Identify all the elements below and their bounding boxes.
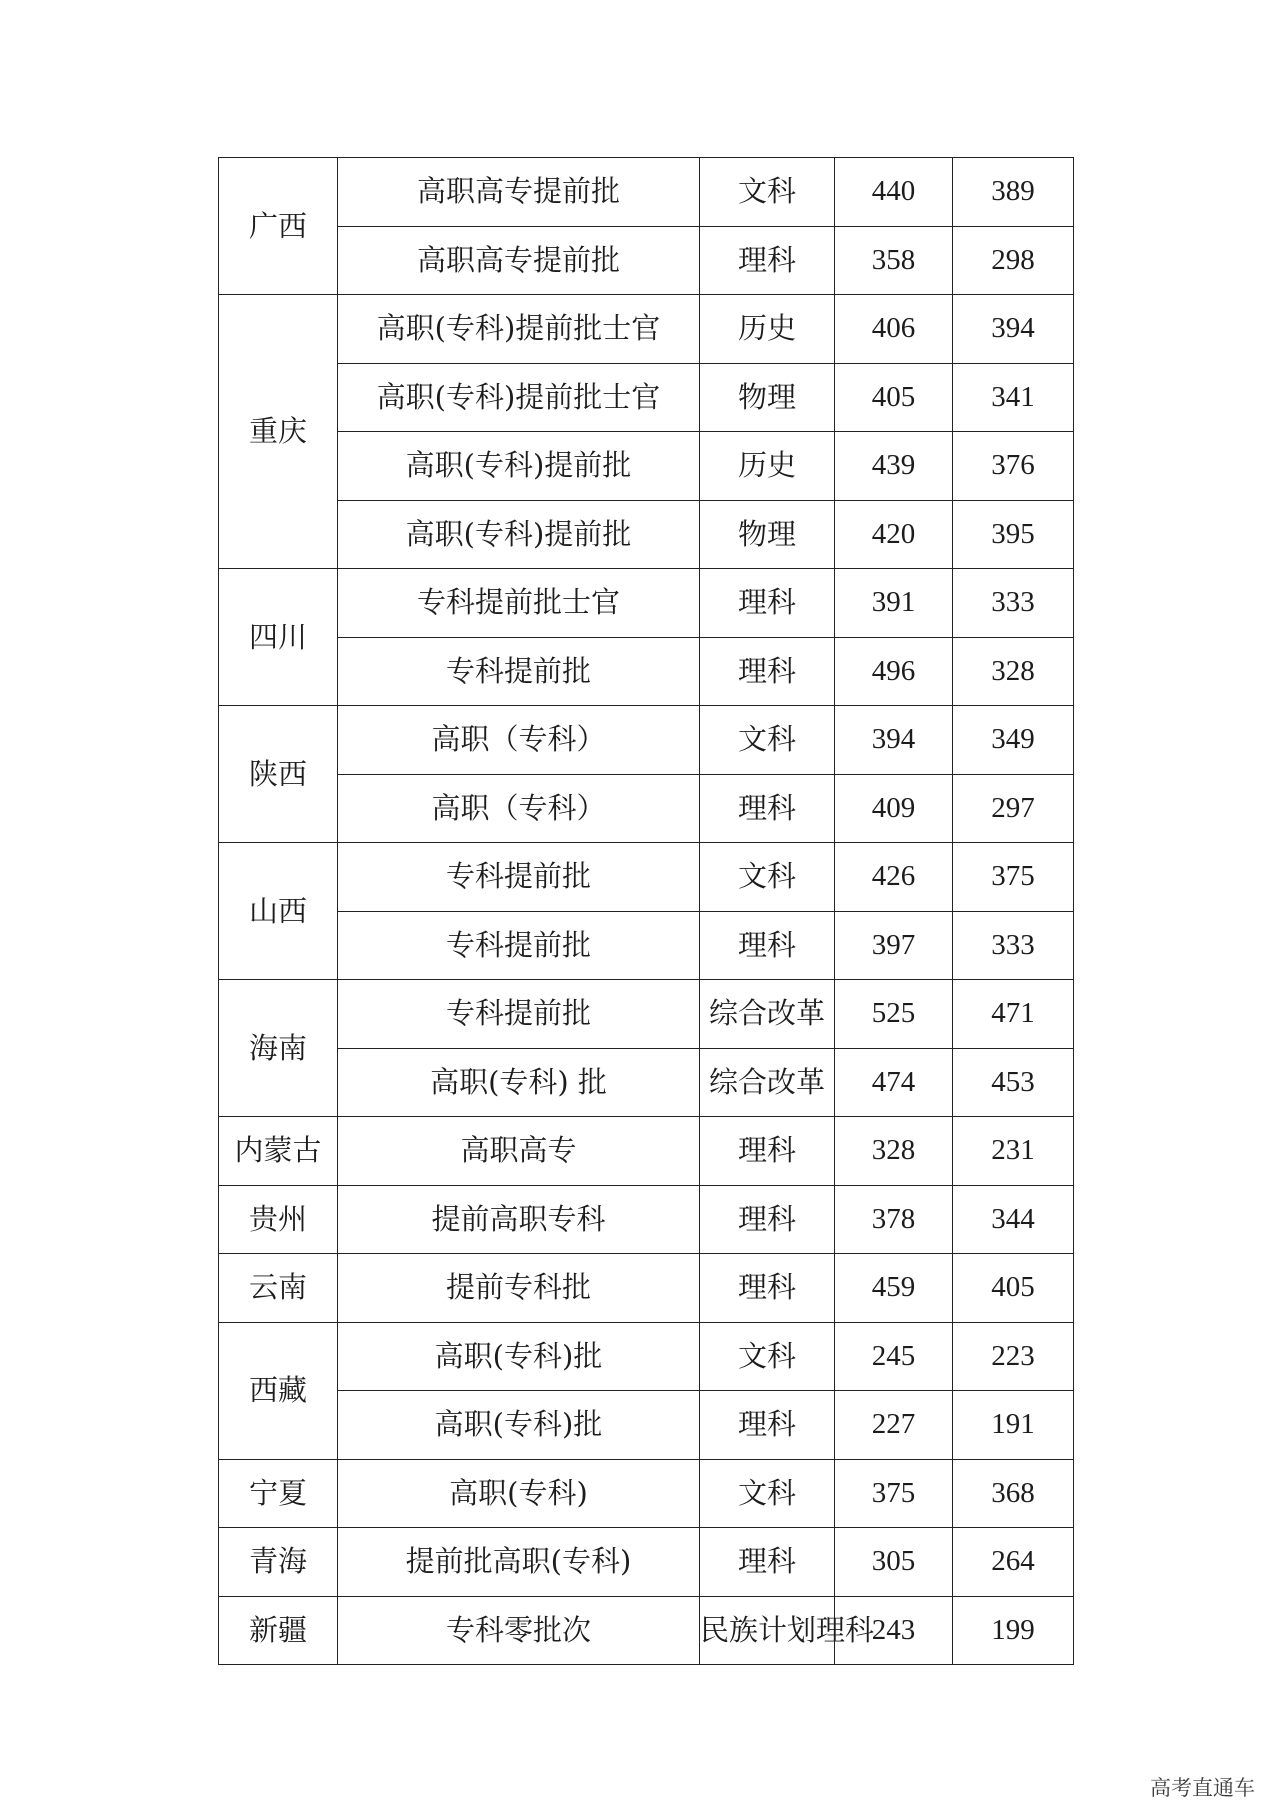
score-cell-second: 349 <box>953 706 1074 775</box>
table-row <box>219 1596 1074 1665</box>
score-cell-first: 409 <box>835 774 953 843</box>
table-row <box>219 1528 1074 1597</box>
score-cell-second: 453 <box>953 1048 1074 1117</box>
batch-cell: 高职(专科)提前批士官 <box>338 363 700 432</box>
batch-cell: 提前高职专科 <box>338 1185 700 1254</box>
score-cell-first: 391 <box>835 569 953 638</box>
table-row <box>219 774 1074 843</box>
region-cell: 贵州 <box>219 1185 338 1254</box>
region-cell: 重庆 <box>219 295 338 569</box>
score-cell-first: 245 <box>835 1322 953 1391</box>
region-cell: 青海 <box>219 1528 338 1597</box>
subject-cell: 文科 <box>700 1459 835 1528</box>
subject-cell: 理科 <box>700 1117 835 1186</box>
batch-cell: 高职(专科)提前批 <box>338 432 700 501</box>
table-row <box>219 432 1074 501</box>
batch-cell: 专科提前批 <box>338 911 700 980</box>
score-cell-first: 420 <box>835 500 953 569</box>
score-cell-second: 344 <box>953 1185 1074 1254</box>
subject-cell: 文科 <box>700 158 835 227</box>
subject-cell: 理科 <box>700 1185 835 1254</box>
subject-cell: 理科 <box>700 569 835 638</box>
score-cell-first: 525 <box>835 980 953 1049</box>
subject-cell: 理科 <box>700 226 835 295</box>
score-cell-second: 341 <box>953 363 1074 432</box>
batch-cell: 提前批高职(专科) <box>338 1528 700 1597</box>
score-cell-first: 397 <box>835 911 953 980</box>
table-row <box>219 1117 1074 1186</box>
table-row <box>219 1185 1074 1254</box>
batch-cell: 专科提前批 <box>338 637 700 706</box>
batch-cell: 专科提前批 <box>338 843 700 912</box>
score-cell-second: 394 <box>953 295 1074 364</box>
score-cell-second: 199 <box>953 1596 1074 1665</box>
score-cell-second: 333 <box>953 911 1074 980</box>
score-cell-first: 440 <box>835 158 953 227</box>
document-page <box>218 157 1074 1665</box>
score-cell-first: 496 <box>835 637 953 706</box>
batch-cell: 提前专科批 <box>338 1254 700 1323</box>
score-cell-second: 328 <box>953 637 1074 706</box>
score-table <box>218 157 1074 1665</box>
subject-cell: 物理 <box>700 500 835 569</box>
subject-cell: 文科 <box>700 843 835 912</box>
region-cell: 山西 <box>219 843 338 980</box>
batch-cell: 高职(专科)提前批士官 <box>338 295 700 364</box>
subject-cell: 综合改革 <box>700 980 835 1049</box>
region-cell: 海南 <box>219 980 338 1117</box>
subject-cell: 历史 <box>700 295 835 364</box>
region-cell: 陕西 <box>219 706 338 843</box>
region-cell: 四川 <box>219 569 338 706</box>
table-row <box>219 295 1074 364</box>
score-cell-second: 298 <box>953 226 1074 295</box>
score-cell-second: 375 <box>953 843 1074 912</box>
subject-cell: 理科 <box>700 1254 835 1323</box>
score-cell-second: 223 <box>953 1322 1074 1391</box>
batch-cell: 高职(专科)提前批 <box>338 500 700 569</box>
subject-cell: 历史 <box>700 432 835 501</box>
batch-cell: 高职高专 <box>338 1117 700 1186</box>
region-cell: 内蒙古 <box>219 1117 338 1186</box>
score-cell-first: 375 <box>835 1459 953 1528</box>
subject-cell: 物理 <box>700 363 835 432</box>
score-cell-first: 358 <box>835 226 953 295</box>
score-cell-second: 191 <box>953 1391 1074 1460</box>
region-cell: 宁夏 <box>219 1459 338 1528</box>
subject-cell: 理科 <box>700 1528 835 1597</box>
score-cell-second: 395 <box>953 500 1074 569</box>
score-cell-second: 471 <box>953 980 1074 1049</box>
score-cell-first: 459 <box>835 1254 953 1323</box>
region-cell: 西藏 <box>219 1322 338 1459</box>
table-row <box>219 843 1074 912</box>
score-cell-first: 405 <box>835 363 953 432</box>
score-cell-first: 227 <box>835 1391 953 1460</box>
score-cell-first: 378 <box>835 1185 953 1254</box>
score-cell-first: 474 <box>835 1048 953 1117</box>
subject-cell: 文科 <box>700 706 835 775</box>
subject-cell: 理科 <box>700 1391 835 1460</box>
region-cell: 广西 <box>219 158 338 295</box>
region-cell: 云南 <box>219 1254 338 1323</box>
batch-cell: 专科提前批 <box>338 980 700 1049</box>
batch-cell: 高职(专科)批 <box>338 1391 700 1460</box>
batch-cell: 高职（专科） <box>338 706 700 775</box>
table-row <box>219 569 1074 638</box>
batch-cell: 高职（专科） <box>338 774 700 843</box>
score-cell-second: 368 <box>953 1459 1074 1528</box>
batch-cell: 高职(专科) 批 <box>338 1048 700 1117</box>
score-cell-second: 333 <box>953 569 1074 638</box>
table-row <box>219 226 1074 295</box>
table-row <box>219 1254 1074 1323</box>
score-cell-first: 305 <box>835 1528 953 1597</box>
table-row <box>219 363 1074 432</box>
table-row <box>219 1459 1074 1528</box>
batch-cell: 高职(专科) <box>338 1459 700 1528</box>
subject-cell: 理科 <box>700 774 835 843</box>
table-row <box>219 1048 1074 1117</box>
batch-cell: 专科零批次 <box>338 1596 700 1665</box>
table-row <box>219 706 1074 775</box>
batch-cell: 专科提前批士官 <box>338 569 700 638</box>
table-row <box>219 158 1074 227</box>
score-cell-second: 297 <box>953 774 1074 843</box>
score-cell-second: 264 <box>953 1528 1074 1597</box>
subject-cell: 理科 <box>700 637 835 706</box>
table-row <box>219 500 1074 569</box>
subject-cell: 综合改革 <box>700 1048 835 1117</box>
subject-cell: 理科 <box>700 911 835 980</box>
score-cell-first: 243 <box>835 1596 953 1665</box>
batch-cell: 高职高专提前批 <box>338 158 700 227</box>
score-cell-second: 405 <box>953 1254 1074 1323</box>
score-cell-second: 231 <box>953 1117 1074 1186</box>
region-cell: 新疆 <box>219 1596 338 1665</box>
score-cell-first: 328 <box>835 1117 953 1186</box>
table-row <box>219 980 1074 1049</box>
subject-cell: 民族计划理科 <box>700 1596 835 1665</box>
table-row <box>219 1322 1074 1391</box>
watermark-text: 高考直通车 <box>1150 1776 1255 1800</box>
score-cell-first: 394 <box>835 706 953 775</box>
score-cell-second: 389 <box>953 158 1074 227</box>
score-cell-second: 376 <box>953 432 1074 501</box>
batch-cell: 高职(专科)批 <box>338 1322 700 1391</box>
table-row <box>219 1391 1074 1460</box>
score-cell-first: 426 <box>835 843 953 912</box>
score-cell-first: 439 <box>835 432 953 501</box>
score-cell-first: 406 <box>835 295 953 364</box>
table-row <box>219 637 1074 706</box>
batch-cell: 高职高专提前批 <box>338 226 700 295</box>
subject-cell: 文科 <box>700 1322 835 1391</box>
table-row <box>219 911 1074 980</box>
